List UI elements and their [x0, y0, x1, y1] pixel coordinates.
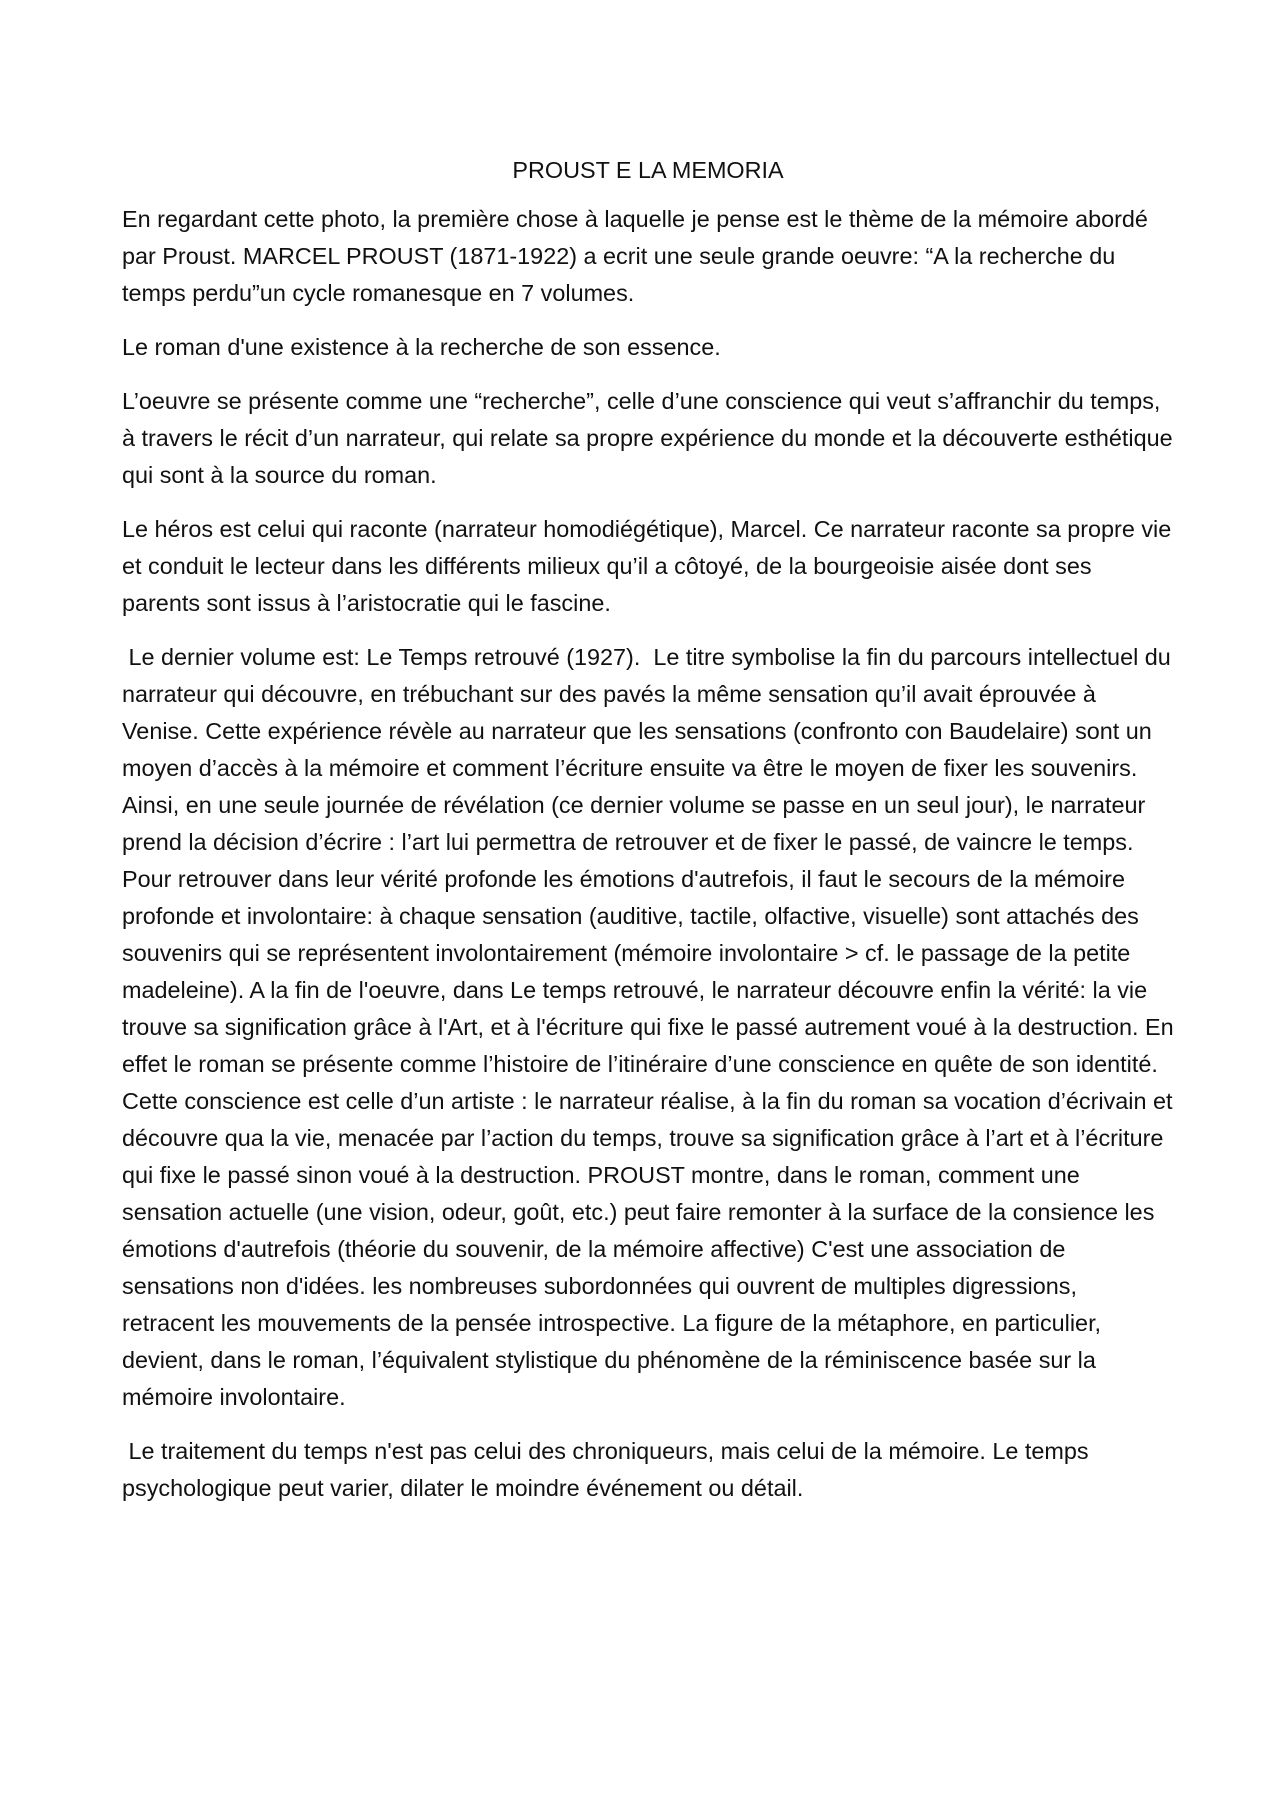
- paragraph-intro: En regardant cette photo, la première chose à laquelle je pense est le thème de la mémoire abordé par Proust. MARCEL PROUST (1871-1922) a ecrit une seule grande oeuvre: “A la recherche du temps perdu”un cycle romanesque en 7 volumes.: [122, 206, 1155, 306]
- paragraph-recherche: L’oeuvre se présente comme une “recherche”, celle d’une conscience qui veut s’affranchir du temps, à travers le récit d’un narrateur, qui relate sa propre expérience du monde et la découverte esthétique qui sont à la source du roman.: [122, 388, 1180, 488]
- document-title: PROUST E LA MEMORIA: [512, 157, 784, 183]
- paragraph-temps-retrouve: Le dernier volume est: Le Temps retrouvé (1927). Le titre symbolise la fin du parcours intellectuel du narrateur qui découvre, en trébuchant sur des pavés la même sensation qu’il avait éprouvée à Venise. Cette expérience révèle au narrateur que les sensations (confronto con Baudelaire) sont un moyen d’accès à la mémoire et comment l’écriture ensuite va être le moyen de fixer les souvenirs. Ainsi, en une seule journée de révélation (ce dernier volume se passe en un seul jour), le narrateur prend la décision d’écrire : l’art lui permettra de retrouver et de fixer le passé, de vaincre le temps. Pour retrouver dans leur vérité profonde les émotions d'autrefois, il faut le secours de la mémoire profonde et involontaire: à chaque sensation (auditive, tactile, olfactive, visuelle) sont attachés des souvenirs qui se représentent involontairement (mémoire involontaire > cf. le passage de la petite madeleine). A la fin de l'oeuvre, dans Le temps retrouvé, le narrateur découvre enfin la vérité: la vie trouve sa signification grâce à l'Art, et à l'écriture qui fixe le passé autrement voué à la destruction. En effet le roman se présente comme l’histoire de l’itinéraire d’une conscience en quête de son identité. Cette conscience est celle d’un artiste : le narrateur réalise, à la fin du roman sa vocation d’écrivain et découvre qua la vie, menacée par l’action du temps, trouve sa signification grâce à l’art et à l’écriture qui fixe le passé sinon voué à la destruction. PROUST montre, dans le roman, comment une sensation actuelle (une vision, odeur, goût, etc.) peut faire remonter à la surface de la consience les émotions d'autrefois (théorie du souvenir, de la mémoire affective) C'est une association de sensations non d'idées. les nombreuses subordonnées qui ouvrent de multiples digressions, retracent les mouvements de la pensée introspective. La figure de la métaphore, en particulier, devient, dans le roman, l’équivalent stylistique du phénomène de la réminiscence basée sur la mémoire involontaire.: [122, 644, 1181, 1410]
- document-body: [122, 152, 1181, 1524]
- paragraph-essence: Le roman d'une existence à la recherche de son essence.: [122, 334, 721, 360]
- paragraph-heros: Le héros est celui qui raconte (narrateur homodiégétique), Marcel. Ce narrateur raconte sa propre vie et conduit le lecteur dans les différents milieux qu’il a côtoyé, de la bourgeoisie aisée dont ses parents sont issus à l’aristocratie qui le fascine.: [122, 516, 1178, 616]
- paragraph-traitement-temps: Le traitement du temps n'est pas celui des chroniqueurs, mais celui de la mémoire. Le temps psychologique peut varier, dilater le moindre événement ou détail.: [122, 1438, 1096, 1501]
